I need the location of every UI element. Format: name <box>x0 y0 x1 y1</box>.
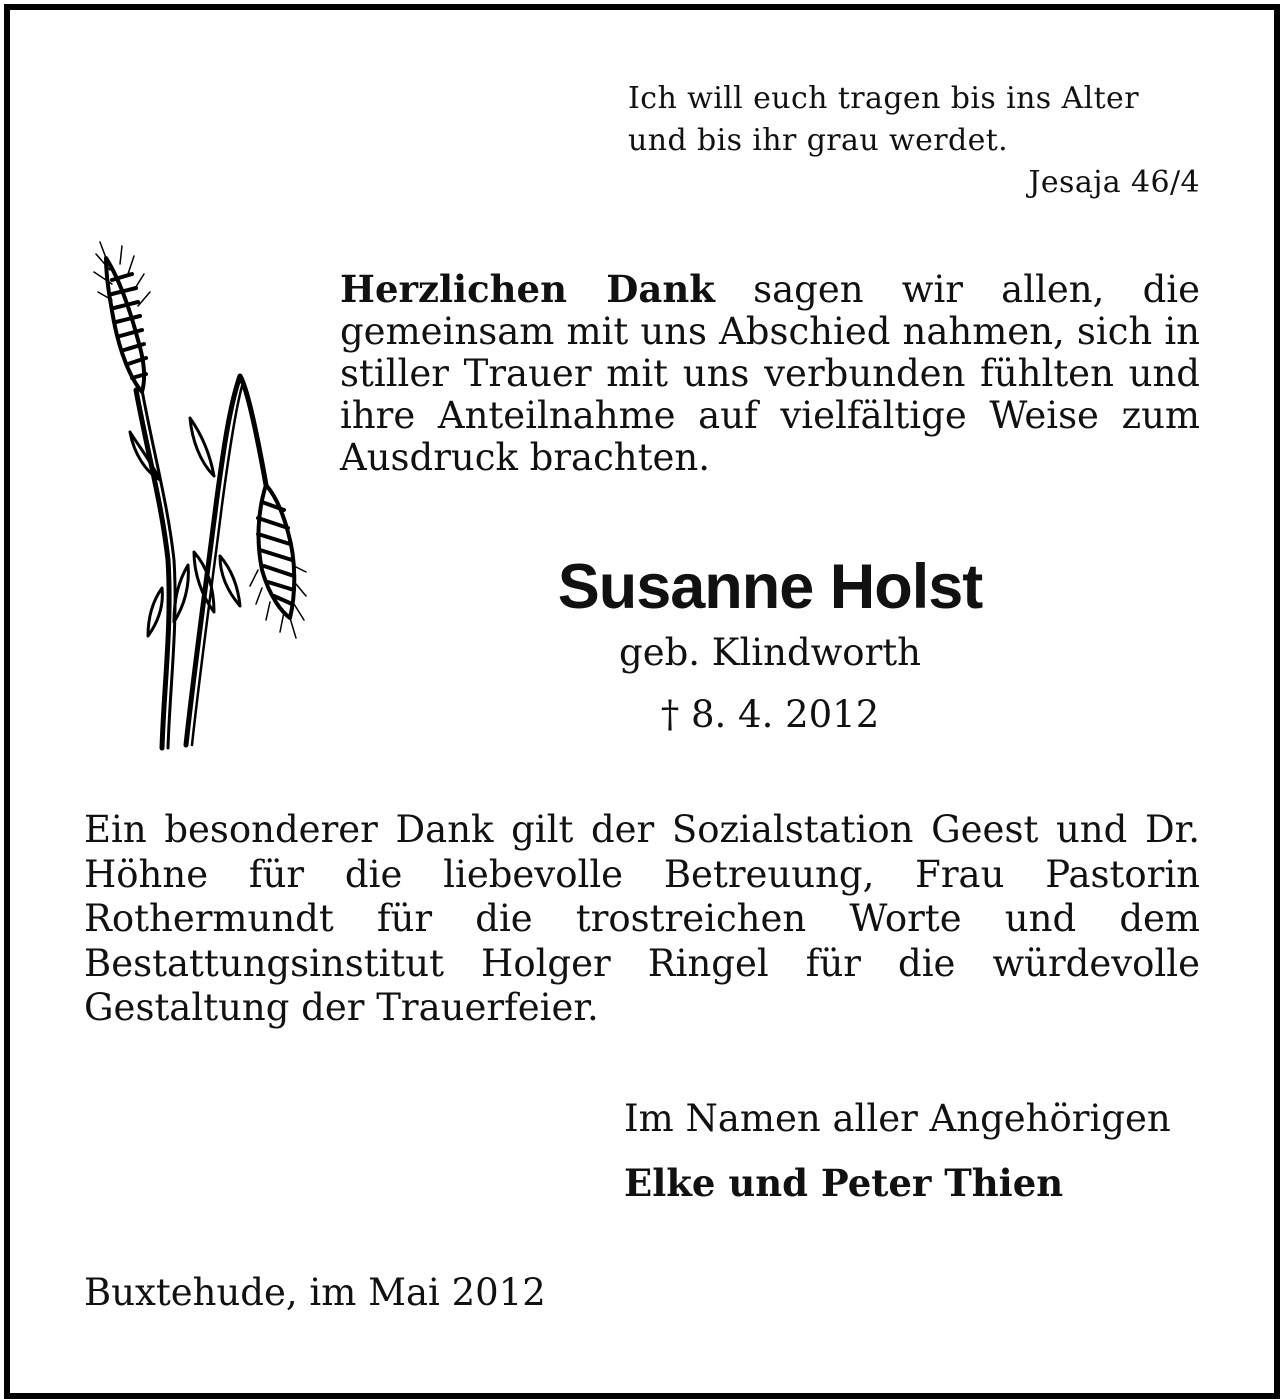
thanks-text: sagen wir allen, die gemeinsam mit uns Abschied nahmen, sich in stiller Trauer mit uns verbunden fühlten und ihre Anteilnahme auf vielfältige Weise zum Ausdruck brachten. <box>340 268 1200 479</box>
death-date: † 8. 4. 2012 <box>660 693 880 736</box>
maiden-name: geb. Klindworth <box>619 631 921 674</box>
thanks-paragraph <box>340 268 1200 479</box>
bible-verse <box>628 78 1200 204</box>
deceased-name: Susanne Holst <box>557 552 983 622</box>
signers: Elke und Peter Thien <box>624 1161 1064 1205</box>
bible-verse-line-1: Ich will euch tragen bis ins Alter <box>628 81 1139 116</box>
bible-verse-line-2: und bis ihr grau werdet. <box>628 123 1009 158</box>
bible-verse-reference: Jesaja 46/4 <box>1028 165 1200 200</box>
special-thanks-paragraph: Ein besonderer Dank gilt der Sozialstation Geest und Dr. Höhne für die liebevolle Betreuung, Frau Pastorin Rothermundt für die trostreichen Worte und dem Bestattungsinstitut Holger Ringel für die würdevolle Gestaltung der Trauerfeier. <box>84 808 1200 1029</box>
signoff-line: Im Namen aller Angehörigen <box>624 1097 1171 1140</box>
wheat-ears-icon <box>90 240 310 755</box>
thanks-lead: Herzlichen Dank <box>340 267 715 311</box>
place-and-date: Buxtehude, im Mai 2012 <box>84 1271 546 1314</box>
